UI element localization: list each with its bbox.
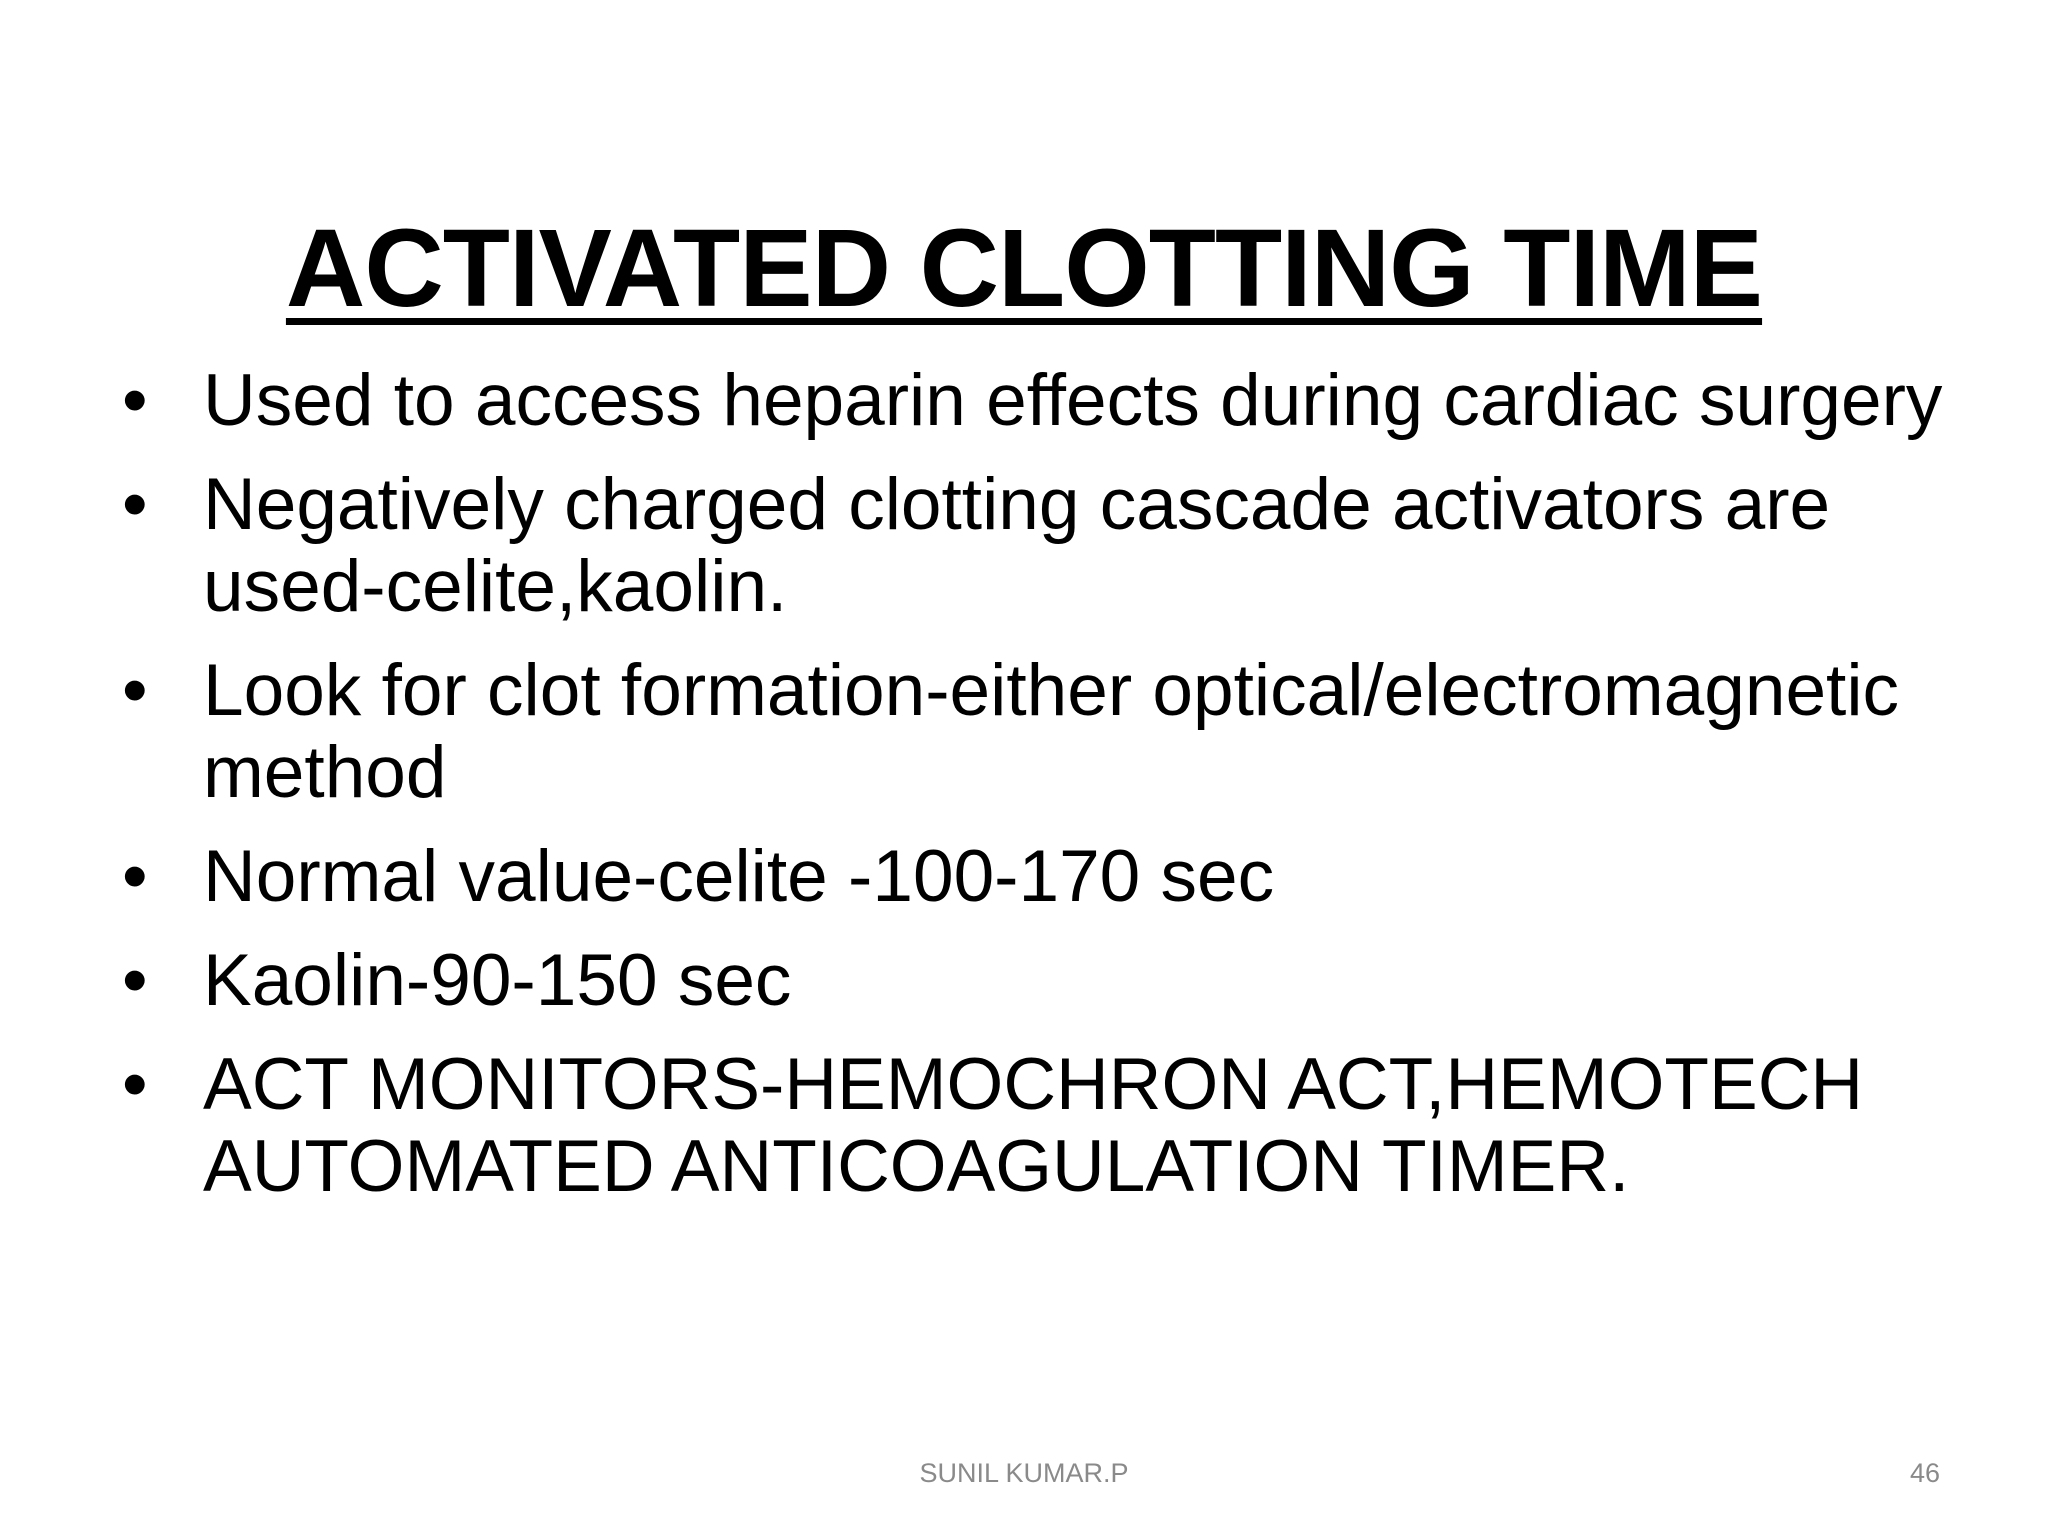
bullet-dot-icon: • [122, 650, 148, 731]
slide-title-text: ACTIVATED CLOTTING TIME [285, 206, 1763, 330]
bullet-text: Used to access heparin effects during cardiac surgery [203, 360, 1943, 441]
bullet-item [120, 940, 1970, 1022]
bullet-dot-icon: • [122, 464, 148, 545]
slide-title [0, 206, 2048, 333]
bullet-item [120, 360, 1970, 442]
slide-number: 46 [1909, 1458, 1940, 1488]
bullet-dot-icon: • [122, 1044, 148, 1125]
bullet-item [120, 836, 1970, 918]
bullet-text: Normal value-celite -100-170 sec [203, 836, 1275, 917]
bullet-list [120, 360, 1970, 1230]
bullet-dot-icon: • [122, 360, 148, 441]
bullet-item [120, 1044, 1970, 1208]
bullet-dot-icon: • [122, 940, 148, 1021]
bullet-item [120, 464, 1970, 628]
bullet-text: ACT MONITORS-HEMOCHRON ACT,HEMOTECH AUTOMATED ANTICOAGULATION TIMER. [203, 1044, 1864, 1207]
bullet-text: Kaolin-90-150 sec [203, 940, 792, 1021]
bullet-text: Negatively charged clotting cascade activators are used-celite,kaolin. [203, 464, 1831, 627]
bullet-text: Look for clot formation-either optical/electromagnetic method [203, 650, 1900, 813]
bullet-dot-icon: • [122, 836, 148, 917]
bullet-item [120, 650, 1970, 814]
footer-author: SUNIL KUMAR.P [919, 1458, 1129, 1488]
